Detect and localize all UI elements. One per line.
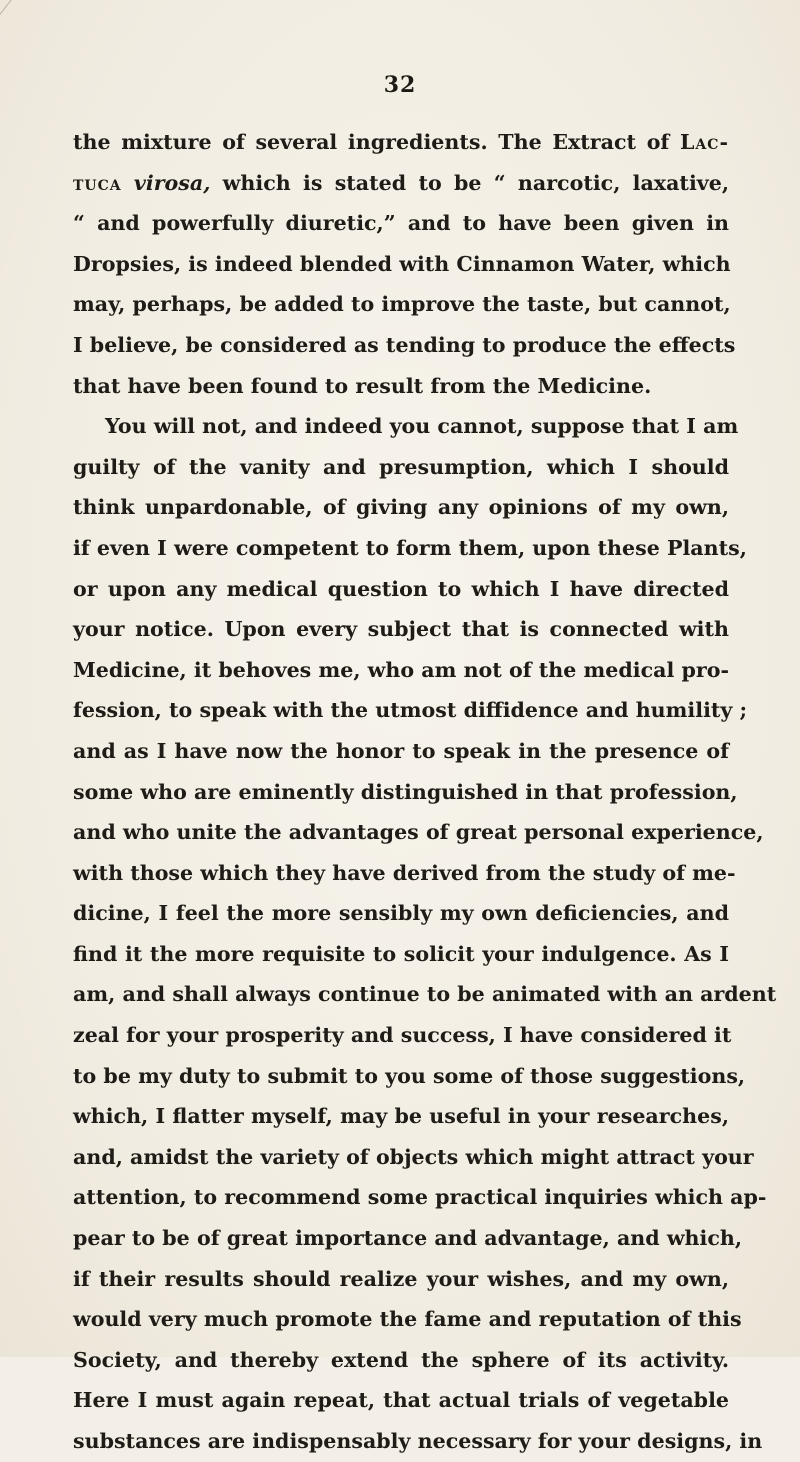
text-line: pear to be of great importance and advantage, and which, (73, 1226, 743, 1251)
text-line: am, and shall always continue to be animated with an ardent (73, 982, 777, 1007)
text-line: guilty of the vanity and presumption, which I should (73, 454, 729, 479)
text-line: I believe, be considered as tending to produce the effects (73, 332, 736, 357)
text-line: and as I have now the honor to speak in the presence of (73, 738, 729, 763)
text-line: You will not, and indeed you cannot, suppose that I am (105, 414, 739, 439)
text-line: Society, and thereby extend the sphere of its activity. (73, 1347, 729, 1372)
page-corner-mark (0, 0, 60, 60)
text-line: Medicine, it behoves me, who am not of the medical pro- (73, 657, 730, 682)
text-line: find it the more requisite to solicit your indulgence. As I (73, 941, 729, 966)
text-line: your notice. Upon every subject that is connected with (73, 617, 729, 642)
text-line: dicine, I feel the more sensibly my own deficiencies, and (73, 901, 729, 926)
text-line: which, I flatter myself, may be useful in your researches, (73, 1104, 729, 1129)
text-line: if even I were competent to form them, upon these Plants, (73, 535, 747, 560)
text-line: to be my duty to submit to you some of those suggestions, (73, 1063, 746, 1088)
text-line: with those which they have derived from the study of me- (73, 860, 736, 885)
text-line: some who are eminently distinguished in that profession, (73, 779, 738, 804)
text-line: tuca virosa, which is stated to be “ narcotic, laxative, (73, 170, 729, 195)
text-line: that have been found to result from the Medicine. (73, 373, 652, 398)
body-text (73, 122, 777, 1462)
text-line: “ and powerfully diuretic,” and to have been given in (73, 211, 729, 236)
text-line: fession, to speak with the utmost diffidence and humility ; (73, 698, 748, 723)
text-line: Dropsies, is indeed blended with Cinnamon Water, which (73, 251, 731, 276)
text-line: may, perhaps, be added to improve the taste, but cannot, (73, 292, 731, 317)
text-line: and, amidst the variety of objects which might attract your (73, 1144, 754, 1169)
text-line: zeal for your prosperity and success, I have considered it (73, 1023, 732, 1048)
text-line: if their results should realize your wishes, and my own, (73, 1266, 729, 1291)
text-line: substances are indispensably necessary for your designs, in (73, 1429, 763, 1453)
text-line: and who unite the advantages of great personal experience, (73, 820, 764, 845)
text-line: the mixture of several ingredients. The Extract of Lac- (73, 130, 729, 154)
text-line: Here I must again repeat, that actual trials of vegetable (73, 1388, 729, 1413)
text-line: or upon any medical question to which I have directed (73, 576, 729, 601)
text-line: think unpardonable, of giving any opinions of my own, (73, 495, 729, 520)
text-line: would very much promote the fame and reputation of this (73, 1307, 742, 1332)
text-line: attention, to recommend some practical inquiries which ap- (73, 1185, 767, 1210)
page-number: 32 (383, 72, 417, 98)
